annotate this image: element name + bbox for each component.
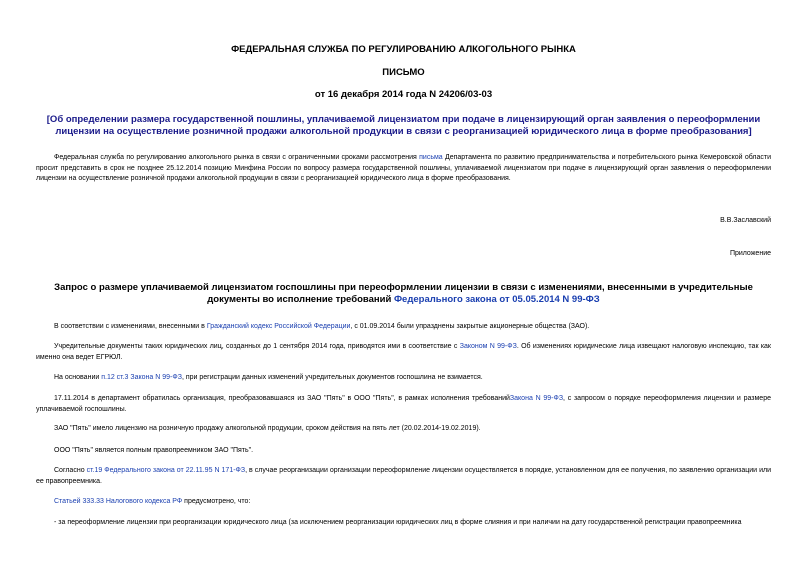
body-paragraph-6: ООО "Пять" является полным правопреемником ЗАО "Пять".: [54, 447, 254, 454]
p3-text-a: На основании: [54, 374, 102, 381]
civil-code-link[interactable]: Гражданский кодекс Российской Федерации: [206, 323, 351, 330]
body-paragraph-8: [36, 497, 771, 508]
body-paragraph-7: [36, 466, 771, 487]
p1-text-a: В соответствии с изменениями, внесенными в: [54, 323, 207, 330]
p2-text-b: . Об изменениях юридические лица извещают налоговую инспекцию, так как именно она ведет ЕГРЮЛ.: [36, 343, 771, 361]
law-99-link-2[interactable]: Закона N 99-ФЗ: [509, 395, 564, 402]
p2-text-a: Учредительные документы таких юридических лиц, созданных до 1 сентября 2014 года, приводятся ими в соответствие с: [54, 343, 460, 350]
signature: В.В.Заславский: [720, 217, 771, 224]
p1-text-b: , с 01.09.2014 были упразднены закрытые акционерные общества (ЗАО).: [350, 323, 590, 330]
body-paragraph-9: - за переоформление лицензии при реорганизации юридического лица (за исключением реорганизации юридических лиц в форме слияния и при наличии на дату государственной регистрации правопреемника: [54, 519, 742, 526]
law-171-link[interactable]: ст.19 Федерального закона от 22.11.95 N 171-ФЗ: [86, 467, 246, 474]
tax-code-link[interactable]: Статьей 333.33 Налогового кодекса РФ: [54, 498, 183, 505]
p4-text-a: 17.11.2014 в департамент обратилась организация, преобразовавшаяся из ЗАО "Пять" в ООО "Пять", в рамках исполнения требований: [54, 395, 510, 402]
law-99-article-link[interactable]: п.12 ст.3 Закона N 99-ФЗ: [101, 374, 182, 381]
appendix-label: Приложение: [729, 250, 771, 257]
body-paragraph-3: [36, 373, 771, 384]
p7-text-a: Согласно: [54, 467, 87, 474]
p7-text-b: , в случае реорганизации организации переоформление лицензии осуществляется в порядке, установленном для ее получения, по заявлению организации или ее правопреемника.: [36, 467, 771, 485]
body-paragraph-4: [36, 394, 771, 415]
document-type: ПИСЬМО: [382, 67, 425, 78]
document-date: от 16 декабря 2014 года N 24206/03-03: [314, 89, 493, 100]
document-title: [Об определении размера государственной пошлины, уплачиваемой лицензиатом при подаче в лицензирующий орган заявления о переоформлении лицензии на осуществление розничной продажи алкогольной продукции в связи с реорганизацией юридического лица в форме преобразования]: [46, 114, 761, 137]
p3-text-b: , при регистрации данных изменений учредительных документов госпошлина не взимается.: [181, 374, 483, 381]
letter-link[interactable]: письма: [419, 154, 443, 161]
intro-text-a: Федеральная служба по регулированию алкогольного рынка в связи с ограниченными сроками рассмотрения: [54, 154, 420, 161]
p8-text-b: предусмотрено, что:: [182, 498, 251, 505]
appendix-title: [36, 282, 771, 306]
federal-law-link[interactable]: Федерального закона от 05.05.2014 N 99-ФЗ: [393, 294, 600, 305]
appendix-title-text: Запрос о размере уплачиваемой лицензиатом госпошлины при переоформлении лицензии в связи с изменениями, внесенными в учредительные документы во исполнение требований: [54, 282, 753, 305]
body-paragraph-2: [36, 342, 771, 363]
law-99-link[interactable]: Законом N 99-ФЗ: [459, 343, 517, 350]
body-paragraph-1: [36, 322, 771, 333]
p4-text-b: , с запросом о порядке переоформления лицензии и размере уплачиваемой госпошлины.: [36, 395, 771, 413]
intro-text-b: Департамента по развитию предпринимательства и потребительского рынка Кемеровской области просит представить в срок не позднее 25.12.2014 позицию Минфина России по вопросу размера государственной пошлины, уплачиваемой лицензиатом при подаче в лицензирующий орган заявления о переоформлении лицензии на осуществление розничной продажи алкогольной продукции в связи с реорганизацией юридического лица в форме преобразования.: [36, 154, 772, 182]
agency-heading: ФЕДЕРАЛЬНАЯ СЛУЖБА ПО РЕГУЛИРОВАНИЮ АЛКОГОЛЬНОГО РЫНКА: [231, 44, 576, 55]
body-paragraph-5: ЗАО "Пять" имело лицензию на розничную продажу алкогольной продукции, сроком действия на пять лет (20.02.2014-19.02.2019).: [54, 425, 481, 432]
intro-paragraph: [36, 153, 771, 185]
